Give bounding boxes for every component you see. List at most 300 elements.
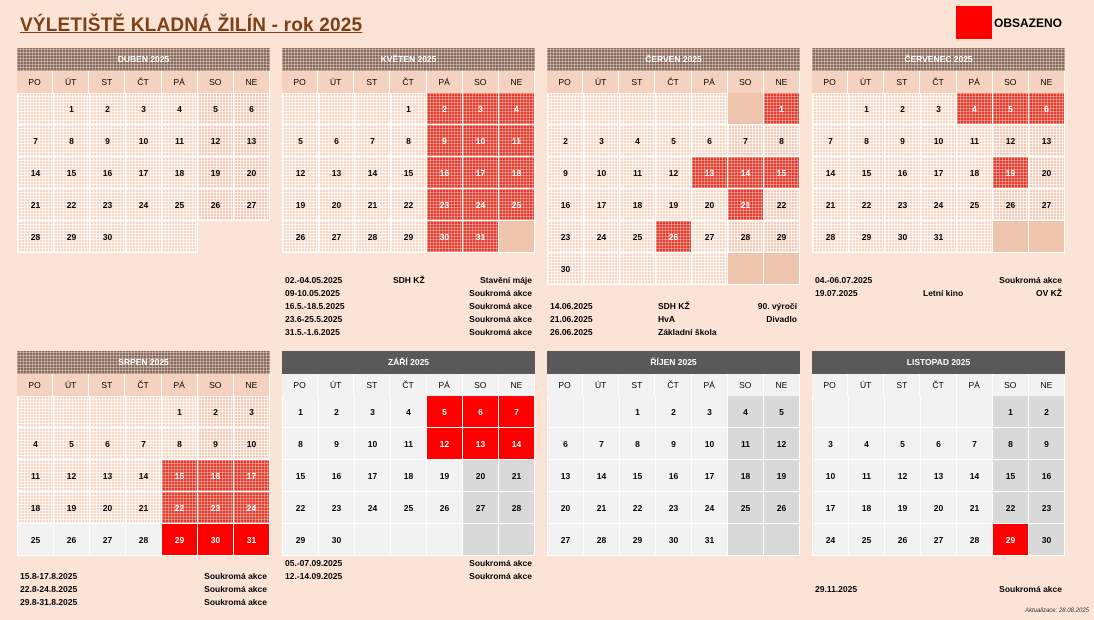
event-row xyxy=(285,313,535,326)
day-cell-occupied: 3 xyxy=(463,93,499,125)
day-cell: 6 xyxy=(692,125,728,157)
day-cell-empty xyxy=(692,93,728,125)
weekday-header xyxy=(812,71,1065,93)
weekday-header xyxy=(17,71,270,93)
day-cell-empty xyxy=(355,524,391,556)
day-cell: 1 xyxy=(54,93,90,125)
day-cell: 4 xyxy=(728,396,764,428)
day-cell: 19 xyxy=(54,492,90,524)
day-cell: 9 xyxy=(198,428,234,460)
day-cell-empty xyxy=(283,93,319,125)
day-cell-occupied: 17 xyxy=(463,157,499,189)
day-cell-occupied: 11 xyxy=(499,125,535,157)
day-cell-empty xyxy=(584,93,620,125)
weekday-label: ČT xyxy=(125,374,161,396)
weekday-label: PO xyxy=(812,374,848,396)
day-cell: 20 xyxy=(319,189,355,221)
day-cell: 14 xyxy=(813,157,849,189)
weekday-label: ÚT xyxy=(583,374,619,396)
day-cell-empty xyxy=(728,93,764,125)
day-cell: 21 xyxy=(126,492,162,524)
day-cell-empty xyxy=(728,524,764,556)
day-cell: 29 xyxy=(283,524,319,556)
day-cell: 11 xyxy=(957,125,993,157)
day-cell: 2 xyxy=(319,396,355,428)
event-desc: Soukromá akce xyxy=(469,301,532,311)
month-title: DUBEN 2025 xyxy=(17,48,270,71)
event-desc: Soukromá akce xyxy=(204,584,267,594)
event-desc: Stavění máje xyxy=(480,275,532,285)
weekday-label: SO xyxy=(728,71,764,93)
event-org: Základní škola xyxy=(658,327,717,337)
day-cell: 16 xyxy=(885,157,921,189)
weekday-label: ČT xyxy=(125,71,161,93)
day-cell-occupied: 5 xyxy=(427,396,463,428)
weekday-label: ÚT xyxy=(583,71,619,93)
day-cell: 26 xyxy=(993,189,1029,221)
day-cell: 24 xyxy=(584,221,620,253)
day-cell-empty xyxy=(126,221,162,253)
day-cell-empty xyxy=(656,93,692,125)
event-desc: Soukromá akce xyxy=(469,314,532,324)
event-org: Letní kino xyxy=(923,288,964,298)
day-cell-empty xyxy=(18,396,54,428)
day-cell-empty xyxy=(993,221,1029,253)
day-cell: 2 xyxy=(198,396,234,428)
event-desc: Soukromá akce xyxy=(999,275,1062,285)
day-cell: 8 xyxy=(391,125,427,157)
event-row xyxy=(285,274,535,287)
weekday-label: ÚT xyxy=(848,71,884,93)
event-row xyxy=(815,583,1065,596)
day-cell: 28 xyxy=(499,492,535,524)
weekday-label: PO xyxy=(282,71,318,93)
event-org: HvA xyxy=(658,314,676,324)
month-title: ZÁŘÍ 2025 xyxy=(282,351,535,374)
weekday-label: NE xyxy=(234,374,270,396)
day-cell: 30 xyxy=(656,524,692,556)
day-cell: 26 xyxy=(885,524,921,556)
day-cell-occupied: 14 xyxy=(499,428,535,460)
day-cell: 31 xyxy=(921,221,957,253)
event-list xyxy=(550,300,800,339)
day-cell: 22 xyxy=(849,189,885,221)
weekday-label: SO xyxy=(463,374,499,396)
event-date: 16.5.-18.5.2025 xyxy=(285,301,345,311)
day-cell: 5 xyxy=(656,125,692,157)
weekday-label: ÚT xyxy=(848,374,884,396)
day-cell: 11 xyxy=(18,460,54,492)
day-cell: 1 xyxy=(620,396,656,428)
day-cell: 5 xyxy=(54,428,90,460)
weekday-label: ČT xyxy=(390,71,426,93)
day-cell-empty xyxy=(584,396,620,428)
day-cell: 14 xyxy=(126,460,162,492)
day-cell: 21 xyxy=(584,492,620,524)
legend-swatch-occupied xyxy=(956,6,992,39)
day-cell-empty xyxy=(620,253,656,285)
day-cell: 12 xyxy=(198,125,234,157)
day-cell: 1 xyxy=(993,396,1029,428)
event-row xyxy=(550,313,800,326)
day-cell: 4 xyxy=(18,428,54,460)
day-cell: 28 xyxy=(728,221,764,253)
day-cell-occupied: 16 xyxy=(427,157,463,189)
weekday-label: NE xyxy=(1029,374,1065,396)
day-cell: 29 xyxy=(764,221,800,253)
month-calendar xyxy=(17,351,270,556)
day-cell-empty xyxy=(463,524,499,556)
event-date: 21.06.2025 xyxy=(550,314,593,324)
weekday-label: ÚT xyxy=(318,374,354,396)
day-cell: 2 xyxy=(90,93,126,125)
day-cell-occupied: 30 xyxy=(198,524,234,556)
event-row xyxy=(285,287,535,300)
day-cell: 4 xyxy=(391,396,427,428)
event-org: SDH KŽ xyxy=(393,275,425,285)
day-cell: 23 xyxy=(548,221,584,253)
month-calendar xyxy=(17,48,270,253)
day-cell: 25 xyxy=(957,189,993,221)
day-cell: 9 xyxy=(1029,428,1065,460)
day-cell: 20 xyxy=(692,189,728,221)
day-cell: 17 xyxy=(813,492,849,524)
day-cell-empty xyxy=(162,221,198,253)
day-cell: 22 xyxy=(993,492,1029,524)
day-cell: 22 xyxy=(391,189,427,221)
day-cell-empty xyxy=(126,396,162,428)
event-desc: Soukromá akce xyxy=(469,558,532,568)
day-cell: 17 xyxy=(921,157,957,189)
month-calendar xyxy=(547,351,800,556)
event-date: 19.07.2025 xyxy=(815,288,858,298)
weekday-label: ČT xyxy=(920,71,956,93)
day-cell-occupied: 13 xyxy=(463,428,499,460)
month-title: KVĚTEN 2025 xyxy=(282,48,535,71)
day-cell: 4 xyxy=(620,125,656,157)
event-desc: Soukromá akce xyxy=(469,288,532,298)
day-cell: 12 xyxy=(764,428,800,460)
day-cell: 15 xyxy=(391,157,427,189)
day-cell: 7 xyxy=(813,125,849,157)
day-cell-empty xyxy=(813,93,849,125)
day-cell: 22 xyxy=(764,189,800,221)
weekday-label: NE xyxy=(499,374,535,396)
day-grid xyxy=(547,93,800,285)
day-cell: 19 xyxy=(656,189,692,221)
legend xyxy=(956,6,1062,39)
day-cell: 23 xyxy=(656,492,692,524)
event-date: 22.8-24.8.2025 xyxy=(20,584,78,594)
weekday-label: ST xyxy=(354,374,390,396)
day-cell: 27 xyxy=(319,221,355,253)
day-cell: 13 xyxy=(1029,125,1065,157)
day-cell: 16 xyxy=(1029,460,1065,492)
event-row xyxy=(550,300,800,313)
event-date: 04.-06.07.2025 xyxy=(815,275,873,285)
event-desc: 90. výročí xyxy=(757,301,797,311)
day-cell: 24 xyxy=(813,524,849,556)
day-cell: 27 xyxy=(548,524,584,556)
day-cell: 10 xyxy=(234,428,270,460)
event-row xyxy=(20,596,270,609)
day-cell: 26 xyxy=(427,492,463,524)
day-cell: 7 xyxy=(584,428,620,460)
day-cell: 25 xyxy=(728,492,764,524)
day-cell: 3 xyxy=(355,396,391,428)
day-grid xyxy=(282,93,535,253)
day-cell: 25 xyxy=(849,524,885,556)
day-cell-empty xyxy=(499,221,535,253)
day-grid xyxy=(812,93,1065,253)
event-date: 14.06.2025 xyxy=(550,301,593,311)
day-cell: 27 xyxy=(921,524,957,556)
event-row xyxy=(550,326,800,339)
weekday-label: ST xyxy=(619,374,655,396)
day-cell-occupied: 6 xyxy=(1029,93,1065,125)
day-cell: 5 xyxy=(198,93,234,125)
day-cell: 18 xyxy=(391,460,427,492)
day-cell: 5 xyxy=(283,125,319,157)
day-cell: 14 xyxy=(355,157,391,189)
day-cell-empty xyxy=(957,396,993,428)
event-date: 02.-04.05.2025 xyxy=(285,275,343,285)
day-cell: 9 xyxy=(90,125,126,157)
page-title: VÝLETIŠTĚ KLADNÁ ŽILÍN - rok 2025 xyxy=(20,15,363,36)
weekday-label: NE xyxy=(764,71,800,93)
weekday-label: PÁ xyxy=(957,71,993,93)
day-cell-occupied: 16 xyxy=(198,460,234,492)
day-cell: 19 xyxy=(427,460,463,492)
day-cell: 10 xyxy=(584,157,620,189)
day-cell: 2 xyxy=(885,93,921,125)
day-cell: 7 xyxy=(957,428,993,460)
day-cell: 18 xyxy=(728,460,764,492)
day-cell: 22 xyxy=(54,189,90,221)
day-cell: 28 xyxy=(584,524,620,556)
month-title: ČERVENEC 2025 xyxy=(812,48,1065,71)
day-cell: 22 xyxy=(620,492,656,524)
day-cell: 3 xyxy=(692,396,728,428)
day-cell: 21 xyxy=(499,460,535,492)
day-cell-empty xyxy=(957,221,993,253)
day-cell: 28 xyxy=(355,221,391,253)
day-cell: 8 xyxy=(993,428,1029,460)
day-cell-occupied: 1 xyxy=(764,93,800,125)
day-cell: 3 xyxy=(813,428,849,460)
day-cell: 20 xyxy=(1029,157,1065,189)
day-cell: 23 xyxy=(1029,492,1065,524)
day-cell: 1 xyxy=(391,93,427,125)
weekday-label: ČT xyxy=(390,374,426,396)
day-cell-occupied: 19 xyxy=(993,157,1029,189)
day-cell: 29 xyxy=(620,524,656,556)
day-cell: 13 xyxy=(234,125,270,157)
day-cell: 27 xyxy=(90,524,126,556)
month-calendar xyxy=(812,351,1065,556)
day-cell-occupied: 10 xyxy=(463,125,499,157)
event-desc: Divadlo xyxy=(766,314,797,324)
weekday-label: ČT xyxy=(655,374,691,396)
day-cell: 16 xyxy=(90,157,126,189)
day-cell-occupied: 29 xyxy=(162,524,198,556)
day-cell: 9 xyxy=(319,428,355,460)
weekday-label: PO xyxy=(17,71,53,93)
day-cell: 14 xyxy=(18,157,54,189)
day-cell-empty xyxy=(18,93,54,125)
weekday-header xyxy=(282,374,535,396)
day-cell: 3 xyxy=(584,125,620,157)
day-cell: 2 xyxy=(656,396,692,428)
day-cell: 27 xyxy=(692,221,728,253)
day-cell: 27 xyxy=(463,492,499,524)
day-cell: 26 xyxy=(54,524,90,556)
day-cell: 3 xyxy=(234,396,270,428)
day-cell: 5 xyxy=(885,428,921,460)
weekday-header xyxy=(812,374,1065,396)
day-cell: 25 xyxy=(620,221,656,253)
day-cell-occupied: 29 xyxy=(993,524,1029,556)
month-title: LISTOPAD 2025 xyxy=(812,351,1065,374)
day-cell: 17 xyxy=(126,157,162,189)
day-cell-empty xyxy=(885,396,921,428)
day-cell-empty xyxy=(90,396,126,428)
weekday-label: ÚT xyxy=(53,71,89,93)
event-row xyxy=(285,326,535,339)
day-cell: 18 xyxy=(849,492,885,524)
day-cell: 13 xyxy=(548,460,584,492)
day-cell: 11 xyxy=(391,428,427,460)
day-cell: 23 xyxy=(90,189,126,221)
day-cell: 27 xyxy=(1029,189,1065,221)
weekday-label: SO xyxy=(198,71,234,93)
day-cell: 17 xyxy=(584,189,620,221)
weekday-label: ST xyxy=(89,71,125,93)
day-cell-occupied: 5 xyxy=(993,93,1029,125)
weekday-label: ST xyxy=(884,71,920,93)
day-cell: 29 xyxy=(391,221,427,253)
day-cell-occupied: 9 xyxy=(427,125,463,157)
event-date: 15.8-17.8.2025 xyxy=(20,571,78,581)
day-cell-empty xyxy=(548,93,584,125)
day-cell: 8 xyxy=(283,428,319,460)
event-date: 09-10.05.2025 xyxy=(285,288,340,298)
day-cell: 17 xyxy=(692,460,728,492)
day-cell: 16 xyxy=(656,460,692,492)
day-cell-occupied: 25 xyxy=(499,189,535,221)
weekday-label: PÁ xyxy=(427,374,463,396)
event-date: 29.8-31.8.2025 xyxy=(20,597,78,607)
day-cell-empty xyxy=(764,253,800,285)
event-date: 05.-07.09.2025 xyxy=(285,558,343,568)
day-cell-occupied: 2 xyxy=(427,93,463,125)
day-cell: 25 xyxy=(162,189,198,221)
weekday-label: PO xyxy=(547,71,583,93)
day-cell: 28 xyxy=(126,524,162,556)
day-cell: 1 xyxy=(849,93,885,125)
day-cell: 26 xyxy=(764,492,800,524)
day-cell: 24 xyxy=(126,189,162,221)
day-cell: 16 xyxy=(319,460,355,492)
day-cell: 8 xyxy=(620,428,656,460)
day-cell: 10 xyxy=(355,428,391,460)
day-cell: 30 xyxy=(885,221,921,253)
day-cell: 20 xyxy=(548,492,584,524)
weekday-label: PO xyxy=(17,374,53,396)
day-cell: 24 xyxy=(692,492,728,524)
day-cell: 15 xyxy=(54,157,90,189)
day-cell: 18 xyxy=(957,157,993,189)
event-list xyxy=(285,274,535,339)
day-cell-empty xyxy=(692,253,728,285)
day-cell: 11 xyxy=(728,428,764,460)
weekday-label: NE xyxy=(499,71,535,93)
month-title: ŘÍJEN 2025 xyxy=(547,351,800,374)
day-cell-empty xyxy=(584,253,620,285)
weekday-label: PO xyxy=(812,71,848,93)
day-cell: 30 xyxy=(1029,524,1065,556)
event-desc: Soukromá akce xyxy=(204,597,267,607)
day-cell-occupied: 21 xyxy=(728,189,764,221)
event-desc: Soukromá akce xyxy=(469,571,532,581)
weekday-label: NE xyxy=(764,374,800,396)
weekday-header xyxy=(547,71,800,93)
day-cell-occupied: 30 xyxy=(427,221,463,253)
day-cell: 17 xyxy=(355,460,391,492)
day-cell-occupied: 7 xyxy=(499,396,535,428)
event-desc: Soukromá akce xyxy=(204,571,267,581)
day-grid xyxy=(547,396,800,556)
day-cell-occupied: 6 xyxy=(463,396,499,428)
event-date: 29.11.2025 xyxy=(815,584,858,594)
day-cell: 16 xyxy=(548,189,584,221)
day-cell-empty xyxy=(921,396,957,428)
weekday-label: PÁ xyxy=(957,374,993,396)
day-cell-empty xyxy=(764,524,800,556)
weekday-label: PÁ xyxy=(692,374,728,396)
day-cell: 28 xyxy=(957,524,993,556)
day-cell: 30 xyxy=(90,221,126,253)
day-cell-occupied: 23 xyxy=(198,492,234,524)
event-list xyxy=(815,583,1065,596)
weekday-label: NE xyxy=(1029,71,1065,93)
weekday-label: SO xyxy=(463,71,499,93)
day-cell: 25 xyxy=(391,492,427,524)
month-calendar xyxy=(812,48,1065,253)
event-date: 31.5.-1.6.2025 xyxy=(285,327,340,337)
day-cell: 18 xyxy=(620,189,656,221)
day-cell: 8 xyxy=(162,428,198,460)
day-cell: 14 xyxy=(957,460,993,492)
day-cell: 11 xyxy=(162,125,198,157)
day-cell: 28 xyxy=(813,221,849,253)
event-row xyxy=(20,583,270,596)
day-cell-occupied: 18 xyxy=(499,157,535,189)
weekday-label: ST xyxy=(884,374,920,396)
event-list xyxy=(20,570,270,609)
day-cell-occupied: 17 xyxy=(234,460,270,492)
day-cell: 15 xyxy=(849,157,885,189)
day-cell: 25 xyxy=(18,524,54,556)
day-cell: 15 xyxy=(283,460,319,492)
day-cell: 19 xyxy=(885,492,921,524)
event-date: 12.-14.09.2025 xyxy=(285,571,343,581)
day-cell: 8 xyxy=(849,125,885,157)
day-cell: 28 xyxy=(18,221,54,253)
day-cell: 3 xyxy=(921,93,957,125)
month-calendar xyxy=(547,48,800,285)
day-cell: 7 xyxy=(18,125,54,157)
